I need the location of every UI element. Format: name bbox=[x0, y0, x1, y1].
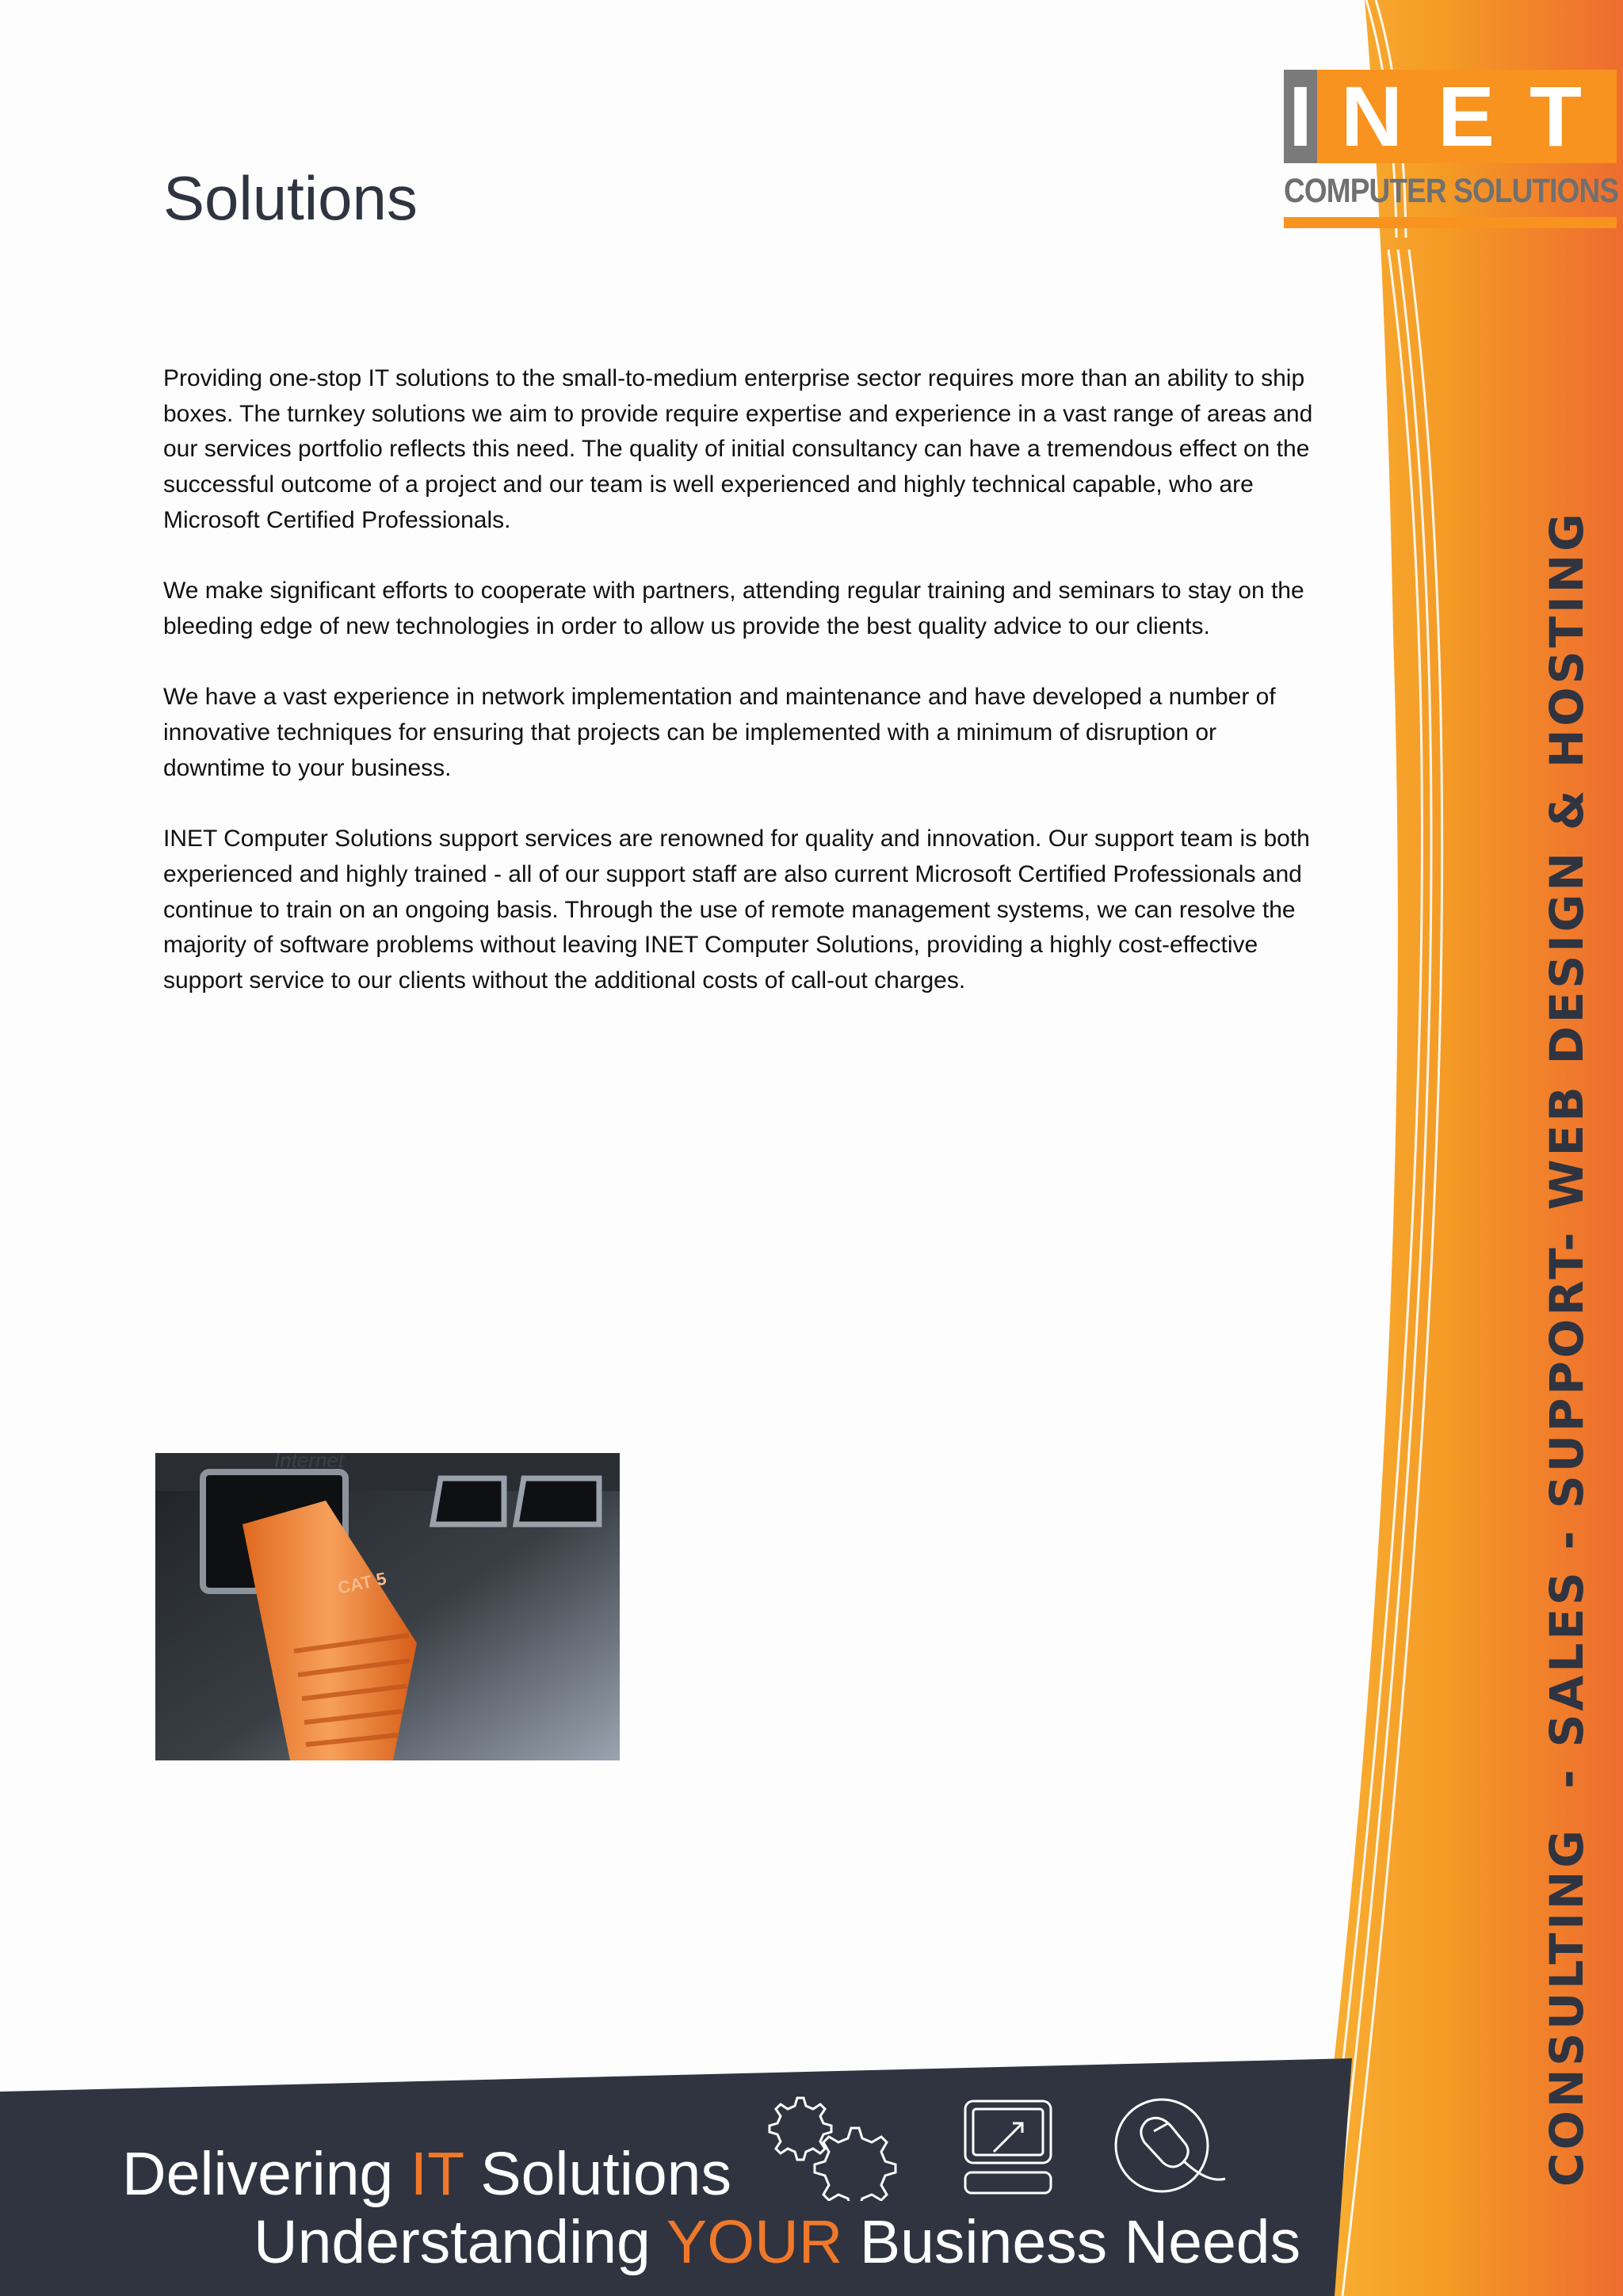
paragraph-network: We have a vast experience in network implementation and maintenance and have developed a number of innovative techniques for ensuring that projects can be implemented with a minimum of disruption or downtime to your business. bbox=[163, 684, 1276, 781]
services-banner: CONSULTING - SALES - SUPPORT- WEB DESIGN & HOSTING bbox=[1540, 510, 1594, 2187]
network-cable-photo bbox=[155, 1453, 620, 1760]
logo-underline bbox=[1284, 217, 1617, 228]
logo-subtitle: COMPUTER SOLUTIONS bbox=[1284, 172, 1619, 210]
paragraph-support: INET Computer Solutions support services are renowned for quality and innovation. Our support team is both experienced and highly trained - all of our support staff are also current Microsoft Certified Professionals and continue to train on an ongoing basis. Through the use of remote management systems, we can resolve the majority of software problems without leaving INET Computer Solutions, providing a highly cost-effective support service to our clients without the additional costs of call-out charges. bbox=[163, 826, 1310, 994]
tagline-line-1 bbox=[122, 2139, 731, 2209]
logo-letters-net: NET bbox=[1317, 70, 1617, 163]
tagline-1-accent: IT bbox=[410, 2140, 464, 2208]
tagline-line-2 bbox=[254, 2207, 1300, 2277]
tagline-2-before: Understanding bbox=[254, 2208, 666, 2276]
tagline-1-after: Solutions bbox=[463, 2140, 731, 2208]
cable-label: CAT 5 bbox=[335, 1568, 388, 1598]
logo-letters bbox=[1284, 70, 1617, 163]
port-label: Internet bbox=[274, 1453, 345, 1472]
logo-letter-i: I bbox=[1284, 70, 1317, 163]
body-text bbox=[163, 361, 1320, 1034]
page-title: Solutions bbox=[163, 163, 418, 233]
inet-logo bbox=[1284, 70, 1617, 236]
mouse-icon bbox=[1113, 2096, 1228, 2199]
tagline-1-before: Delivering bbox=[122, 2140, 411, 2208]
paragraph-partners: We make significant efforts to cooperate with partners, attending regular training and seminars to stay on the bleeding edge of new technologies in order to allow us provide the best quality advice to our clients. bbox=[163, 578, 1304, 639]
tagline-2-after: Business Needs bbox=[842, 2208, 1301, 2276]
gears-icon bbox=[766, 2090, 900, 2201]
paragraph-intro: Providing one-stop IT solutions to the small-to-medium enterprise sector requires more than an ability to ship boxes. The turnkey solutions we aim to provide require expertise and experience in a vast range of areas and our services portfolio reflects this need. The quality of initial consultancy can have a tremendous effect on the successful outcome of a project and our team is well experienced and highly technical capable, who are Microsoft Certified Professionals. bbox=[163, 365, 1313, 533]
monitor-icon bbox=[962, 2098, 1054, 2198]
tagline-2-accent: YOUR bbox=[666, 2208, 843, 2276]
